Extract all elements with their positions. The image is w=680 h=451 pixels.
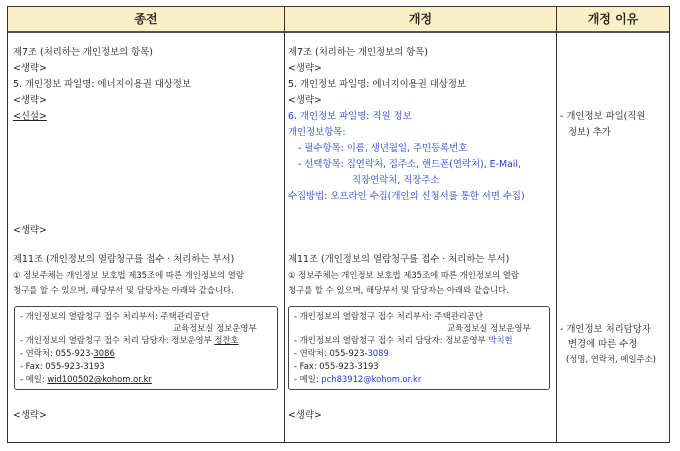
after-box-officer	[294, 334, 513, 347]
after-optional-items: - 선택항목: 집연락처, 집주소, 핸드폰(연락처), E-Mail,	[298, 159, 521, 170]
column-divider	[556, 7, 557, 442]
header-after: 개정	[285, 7, 556, 33]
after-optional-items: 직장연락처, 직장주소	[352, 175, 440, 186]
before-new-section: <신설>	[13, 111, 47, 122]
after-art11-body: 청구를 할 수 있으며, 해당부서 및 담당자는 아래와 같습니다.	[288, 285, 509, 295]
after-box-fax: - Fax: 055-923-3193	[294, 361, 379, 371]
officer-name: 박치현	[488, 335, 513, 345]
officer-label: - 개인정보의 열람청구 접수 처리 담당자: 정보운영부	[20, 335, 215, 345]
after-omit: <생략>	[288, 410, 322, 421]
before-box-officer	[20, 334, 239, 347]
phone-label: - 연락처: 055-923-	[294, 348, 368, 358]
before-box-phone	[20, 347, 115, 360]
after-omit: <생략>	[288, 63, 322, 74]
phone-ext: 3086	[93, 348, 115, 358]
officer-name: 정찬호	[214, 335, 239, 345]
reason-2: 변경에 따른 수정	[568, 339, 638, 350]
after-art7-title: 제7조 (처리하는 개인정보의 항목)	[288, 47, 428, 58]
before-omit: <생략>	[13, 63, 47, 74]
reason-2: - 개인정보 처리담당자	[560, 324, 651, 335]
reason-2: (성명, 연락처, 메일주소)	[566, 354, 656, 364]
after-art11-title: 제11조 (개인정보의 열람청구를 접수 · 처리하는 부서)	[288, 254, 510, 265]
phone-ext: 3089	[367, 348, 389, 358]
column-divider	[284, 7, 285, 442]
before-omit: <생략>	[13, 95, 47, 106]
before-item5: 5. 개인정보 파일명: 에너지이용권 대상정보	[13, 79, 191, 90]
before-box-fax: - Fax: 055-923-3193	[20, 361, 105, 371]
before-box-dept: - 개인정보의 열람청구 접수 처리부서: 주택관리공단	[20, 311, 210, 321]
after-item5: 5. 개인정보 파일명: 에너지이용권 대상정보	[288, 79, 466, 90]
after-item6: 6. 개인정보 파일명: 직원 정보	[288, 111, 412, 122]
before-omit: <생략>	[13, 410, 47, 421]
after-required-items: - 필수항목: 이름, 생년월일, 주민등록번호	[298, 143, 468, 154]
email-value: pch83912@kohom.or.kr	[321, 374, 422, 384]
after-omit: <생략>	[288, 95, 322, 106]
before-art11-body: 청구를 할 수 있으며, 해당부서 및 담당자는 아래와 같습니다.	[13, 285, 234, 295]
after-art11-body: ① 정보주체는 개인정보 보호법 제35조에 따른 개인정보의 열람	[288, 270, 519, 280]
officer-label: - 개인정보의 열람청구 접수 처리 담당자: 정보운영부	[294, 335, 489, 345]
before-omit: <생략>	[13, 225, 47, 236]
after-box-email	[294, 373, 421, 386]
after-box-phone	[294, 347, 389, 360]
email-label: - 메일:	[294, 374, 322, 384]
reason-1: - 개인정보 파일(직원	[560, 111, 646, 122]
phone-label: - 연락처: 055-923-	[20, 348, 94, 358]
before-box-dept: 교육정보실 정보운영부	[173, 323, 257, 333]
reason-1: 정보) 추가	[568, 127, 611, 138]
before-art11-body: ① 정보주체는 개인정보 보호법 제35조에 따른 개인정보의 열람	[13, 270, 244, 280]
before-art11-title: 제11조 (개인정보의 열람청구를 접수 · 처리하는 부서)	[13, 254, 235, 265]
header-reason: 개정 이유	[557, 7, 669, 33]
before-box-email	[20, 373, 152, 386]
after-collection-method: 수집방법: 오프라인 수집(개인의 신청서를 통한 서면 수집)	[288, 191, 525, 202]
email-value: wid100502@kohom.or.kr	[47, 374, 152, 384]
email-label: - 메일:	[20, 374, 48, 384]
before-art7-title: 제7조 (처리하는 개인정보의 항목)	[13, 47, 153, 58]
comparison-table	[7, 6, 670, 443]
after-box-dept: 교육정보실 정보운영부	[447, 323, 531, 333]
after-box-dept: - 개인정보의 열람청구 접수 처리부서: 주택관리공단	[294, 311, 484, 321]
header-before: 종전	[8, 7, 284, 33]
after-items-label: 개인정보항목:	[288, 127, 346, 138]
